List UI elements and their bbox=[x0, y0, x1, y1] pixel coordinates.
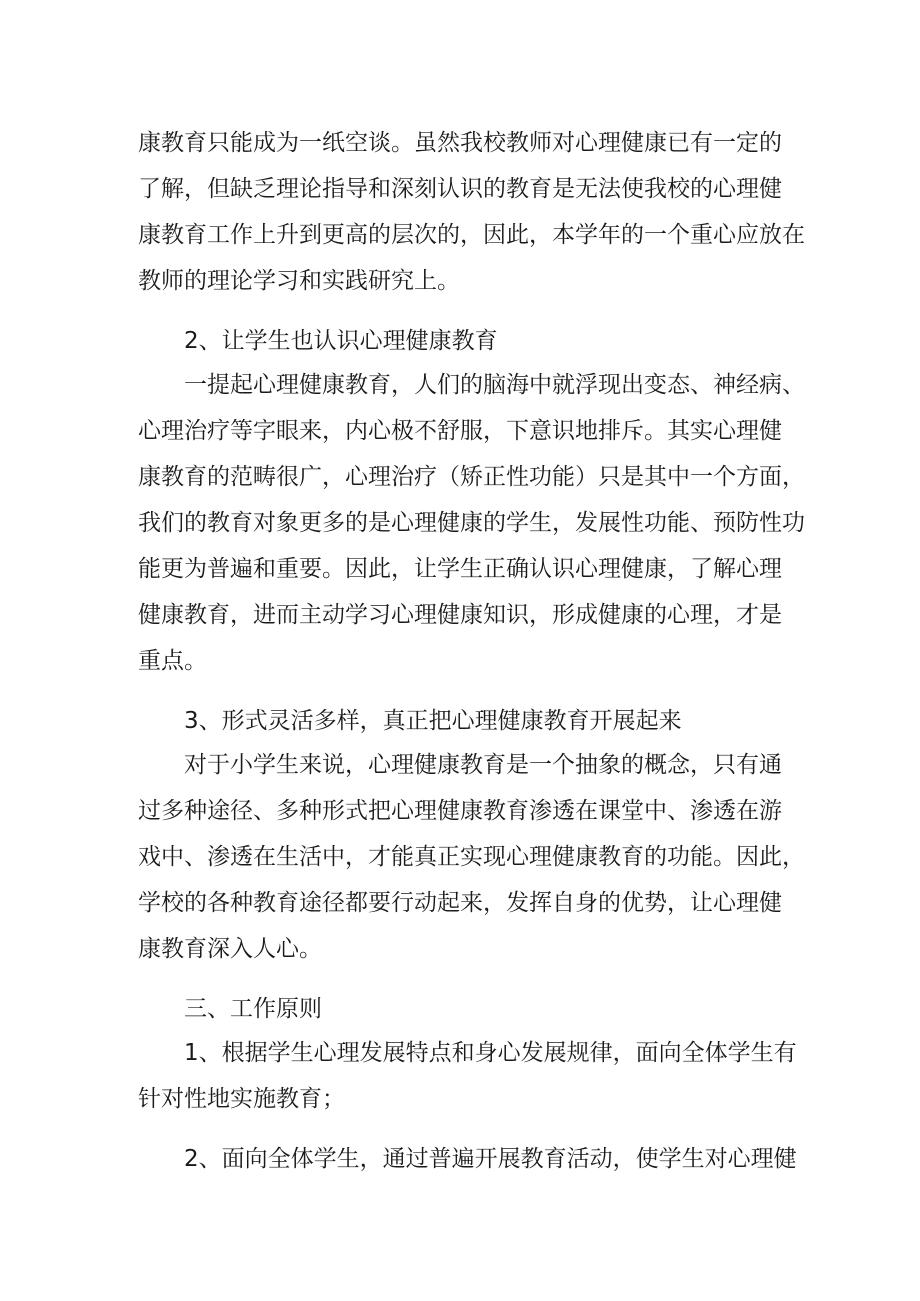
section-heading: 三、工作原则 bbox=[184, 996, 322, 1022]
body-line: 一提起心理健康教育，人们的脑海中就浮现出变态、神经病、 bbox=[184, 372, 805, 398]
body-line: 能更为普遍和重要。因此，让学生正确认识心理健康，了解心理 bbox=[138, 556, 782, 582]
body-line: 健康教育，进而主动学习心理健康知识，形成健康的心理，才是 bbox=[138, 602, 782, 628]
body-line: 了解，但缺乏理论指导和深刻认识的教育是无法使我校的心理健 bbox=[138, 176, 782, 202]
body-line: 教师的理论学习和实践研究上。 bbox=[138, 268, 460, 294]
section-heading: 2、让学生也认识心理健康教育 bbox=[184, 328, 498, 354]
body-line: 重点。 bbox=[138, 648, 207, 674]
body-line: 1、根据学生心理发展特点和身心发展规律，面向全体学生有 bbox=[184, 1040, 797, 1066]
body-line: 康教育只能成为一纸空谈。虽然我校教师对心理健康已有一定的 bbox=[138, 130, 782, 156]
body-line: 康教育的范畴很广，心理治疗（矫正性功能）只是其中一个方面， bbox=[138, 464, 805, 490]
body-line: 过多种途径、多种形式把心理健康教育渗透在课堂中、渗透在游 bbox=[138, 798, 782, 824]
body-line: 针对性地实施教育； bbox=[138, 1086, 345, 1112]
body-line: 康教育深入人心。 bbox=[138, 936, 322, 962]
body-line: 心理治疗等字眼来，内心极不舒服，下意识地排斥。其实心理健 bbox=[138, 418, 782, 444]
body-line: 对于小学生来说，心理健康教育是一个抽象的概念，只有通 bbox=[184, 752, 782, 778]
body-line: 康教育工作上升到更高的层次的，因此，本学年的一个重心应放在 bbox=[138, 222, 805, 248]
section-heading: 3、形式灵活多样，真正把心理健康教育开展起来 bbox=[184, 708, 682, 734]
body-line: 戏中、渗透在生活中，才能真正实现心理健康教育的功能。因此， bbox=[138, 844, 805, 870]
body-line: 2、面向全体学生，通过普遍开展教育活动，使学生对心理健 bbox=[184, 1146, 797, 1172]
body-line: 我们的教育对象更多的是心理健康的学生，发展性功能、预防性功 bbox=[138, 510, 805, 536]
body-line: 学校的各种教育途径都要行动起来，发挥自身的优势，让心理健 bbox=[138, 890, 782, 916]
